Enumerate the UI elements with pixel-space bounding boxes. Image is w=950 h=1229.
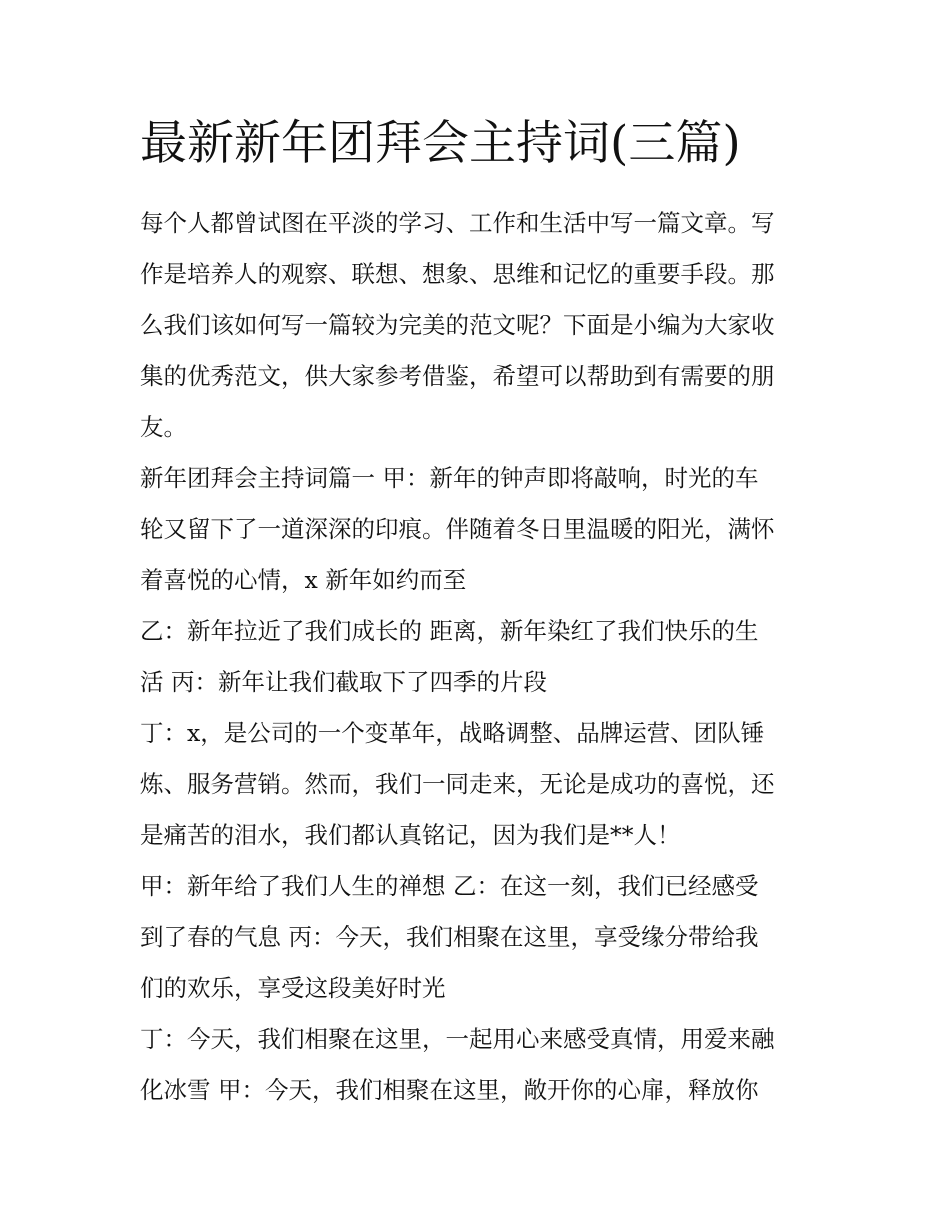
body-line: 作是培养人的观察、联想、想象、思维和记忆的重要手段。那 [140, 260, 775, 288]
document-body [140, 198, 820, 1116]
body-line: 丁：今天，我们相聚在这里，一起用心来感受真情，用爱来融 [140, 1025, 775, 1053]
body-line: 到了春的气息 丙：今天，我们相聚在这里，享受缘分带给我 [140, 923, 759, 951]
body-line: 们的欢乐，享受这段美好时光 [140, 974, 446, 1002]
body-line: 化冰雪 甲：今天，我们相聚在这里，敞开你的心扉，释放你 [140, 1076, 759, 1104]
body-line: 甲：新年给了我们人生的禅想 乙：在这一刻，我们已经感受 [140, 872, 759, 900]
body-line: 新年团拜会主持词篇一 甲：新年的钟声即将敲响，时光的车 [140, 464, 759, 492]
body-line: 每个人都曾试图在平淡的学习、工作和生活中写一篇文章。写 [140, 209, 775, 237]
body-line: 是痛苦的泪水，我们都认真铭记，因为我们是**人！ [140, 821, 681, 849]
body-line: 集的优秀范文，供大家参考借鉴，希望可以帮助到有需要的朋 [140, 362, 775, 390]
body-line: 么我们该如何写一篇较为完美的范文呢？下面是小编为大家收 [140, 311, 775, 339]
document-title: 最新新年团拜会主持词(三篇) [140, 116, 741, 171]
body-line: 乙：新年拉近了我们成长的 距离，新年染红了我们快乐的生 [140, 617, 759, 645]
body-line: 友。 [140, 413, 187, 441]
body-line: 活 丙：新年让我们截取下了四季的片段 [140, 668, 547, 696]
body-line: 着喜悦的心情，x 新年如约而至 [140, 566, 467, 594]
body-line: 炼、服务营销。然而，我们一同走来，无论是成功的喜悦，还 [140, 770, 775, 798]
body-line: 丁：x，是公司的一个变革年，战略调整、品牌运营、团队锤 [140, 719, 765, 747]
body-line: 轮又留下了一道深深的印痕。伴随着冬日里温暖的阳光，满怀 [140, 515, 775, 543]
